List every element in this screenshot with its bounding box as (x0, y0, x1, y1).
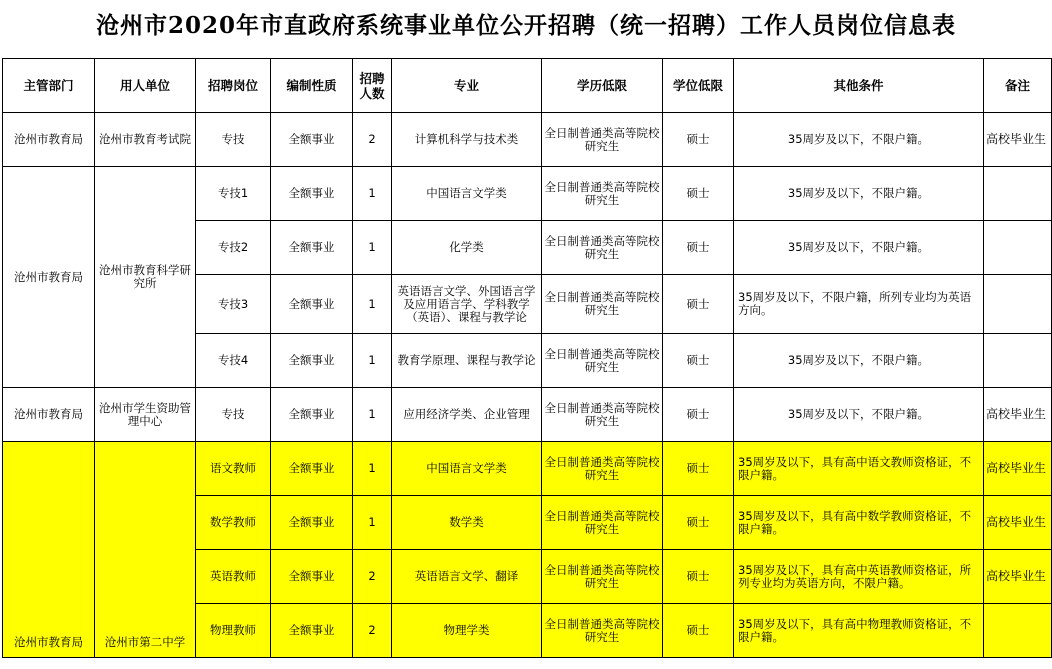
cell-major: 数学类 (392, 496, 542, 550)
cell-other: 35周岁及以下，不限户籍。 (734, 113, 984, 167)
cell-count: 2 (353, 550, 392, 604)
page-title: 沧州市2020年市直政府系统事业单位公开招聘（统一招聘）工作人员岗位信息表 (95, 12, 956, 39)
header-row (3, 59, 1052, 113)
cell-count: 1 (353, 388, 392, 442)
cell-nature: 全额事业 (271, 496, 353, 550)
cell-other: 35周岁及以下，具有高中语文教师资格证，不限户籍。 (734, 442, 984, 496)
cell-edu: 全日制普通类高等院校研究生 (542, 113, 663, 167)
header-nature: 编制性质 (271, 59, 353, 113)
cell-major: 英语语言文学、外国语言学及应用语言学、学科教学（英语）、课程与教学论 (392, 275, 542, 334)
cell-dept: 沧州市教育局 (3, 113, 95, 167)
table-row (3, 167, 1052, 221)
cell-unit: 沧州市学生资助管理中心 (95, 388, 196, 442)
cell-post: 语文教师 (196, 442, 271, 496)
cell-other: 35周岁及以下，具有高中英语教师资格证，所列专业均为英语方向，不限户籍。 (734, 550, 984, 604)
cell-note (984, 167, 1052, 221)
cell-major: 中国语言文学类 (392, 442, 542, 496)
cell-other: 35周岁及以下，不限户籍。 (734, 167, 984, 221)
cell-unit: 沧州市教育科学研究所 (95, 167, 196, 388)
cell-nature: 全额事业 (271, 604, 353, 658)
cell-other: 35周岁及以下，具有高中物理教师资格证，不限户籍。 (734, 604, 984, 658)
header-dept: 主管部门 (3, 59, 95, 113)
cell-major: 应用经济学类、企业管理 (392, 388, 542, 442)
cell-degree: 硕士 (663, 167, 734, 221)
header-post: 招聘岗位 (196, 59, 271, 113)
cell-major: 物理学类 (392, 604, 542, 658)
cell-degree: 硕士 (663, 442, 734, 496)
cell-nature: 全额事业 (271, 550, 353, 604)
cell-count: 2 (353, 604, 392, 658)
cell-count: 1 (353, 496, 392, 550)
cell-post: 专技 (196, 388, 271, 442)
cell-post: 专技3 (196, 275, 271, 334)
cell-unit: 沧州市第二中学 (95, 442, 196, 658)
cell-note (984, 221, 1052, 275)
cell-note: 高校毕业生 (984, 550, 1052, 604)
cell-degree: 硕士 (663, 334, 734, 388)
cell-degree: 硕士 (663, 550, 734, 604)
cell-major: 中国语言文学类 (392, 167, 542, 221)
cell-post: 专技2 (196, 221, 271, 275)
cell-nature: 全额事业 (271, 442, 353, 496)
cell-other: 35周岁及以下，具有高中数学教师资格证，不限户籍。 (734, 496, 984, 550)
cell-note (984, 334, 1052, 388)
cell-edu: 全日制普通类高等院校研究生 (542, 167, 663, 221)
table-row (3, 113, 1052, 167)
cell-post: 物理教师 (196, 604, 271, 658)
cell-degree: 硕士 (663, 113, 734, 167)
cell-dept: 沧州市教育局 (3, 167, 95, 388)
cell-other: 35周岁及以下，不限户籍。 (734, 388, 984, 442)
header-count: 招聘 人数 (353, 59, 392, 113)
cell-nature: 全额事业 (271, 334, 353, 388)
cell-note: 高校毕业生 (984, 388, 1052, 442)
cell-nature: 全额事业 (271, 275, 353, 334)
cell-other: 35周岁及以下，不限户籍，所列专业均为英语方向。 (734, 275, 984, 334)
cell-post: 专技 (196, 113, 271, 167)
cell-major: 教育学原理、课程与教学论 (392, 334, 542, 388)
cell-edu: 全日制普通类高等院校研究生 (542, 334, 663, 388)
cell-edu: 全日制普通类高等院校研究生 (542, 388, 663, 442)
cell-nature: 全额事业 (271, 113, 353, 167)
cell-other: 35周岁及以下，不限户籍。 (734, 334, 984, 388)
header-degree: 学位低限 (663, 59, 734, 113)
cell-other: 35周岁及以下，不限户籍。 (734, 221, 984, 275)
cell-dept: 沧州市教育局 (3, 442, 95, 658)
cell-edu: 全日制普通类高等院校研究生 (542, 550, 663, 604)
cell-unit: 沧州市教育考试院 (95, 113, 196, 167)
header-unit: 用人单位 (95, 59, 196, 113)
cell-nature: 全额事业 (271, 221, 353, 275)
cell-note: 高校毕业生 (984, 113, 1052, 167)
cell-count: 1 (353, 275, 392, 334)
header-edu: 学历低限 (542, 59, 663, 113)
cell-count: 1 (353, 334, 392, 388)
cell-post: 专技4 (196, 334, 271, 388)
cell-degree: 硕士 (663, 496, 734, 550)
cell-post: 英语教师 (196, 550, 271, 604)
cell-nature: 全额事业 (271, 167, 353, 221)
cell-degree: 硕士 (663, 221, 734, 275)
cell-edu: 全日制普通类高等院校研究生 (542, 221, 663, 275)
cell-degree: 硕士 (663, 388, 734, 442)
cell-degree: 硕士 (663, 275, 734, 334)
cell-dept: 沧州市教育局 (3, 388, 95, 442)
job-table (2, 58, 1052, 658)
cell-post: 专技1 (196, 167, 271, 221)
cell-post: 数学教师 (196, 496, 271, 550)
cell-degree: 硕士 (663, 604, 734, 658)
cell-count: 1 (353, 442, 392, 496)
cell-count: 1 (353, 221, 392, 275)
cell-edu: 全日制普通类高等院校研究生 (542, 604, 663, 658)
cell-note: 高校毕业生 (984, 442, 1052, 496)
cell-major: 化学类 (392, 221, 542, 275)
cell-edu: 全日制普通类高等院校研究生 (542, 442, 663, 496)
cell-major: 英语语言文学、翻译 (392, 550, 542, 604)
cell-note (984, 604, 1052, 658)
cell-note: 高校毕业生 (984, 496, 1052, 550)
header-note: 备注 (984, 59, 1052, 113)
header-major: 专业 (392, 59, 542, 113)
cell-edu: 全日制普通类高等院校研究生 (542, 275, 663, 334)
cell-count: 1 (353, 167, 392, 221)
cell-major: 计算机科学与技术类 (392, 113, 542, 167)
cell-count: 2 (353, 113, 392, 167)
table-row (3, 442, 1052, 496)
header-other: 其他条件 (734, 59, 984, 113)
cell-note (984, 275, 1052, 334)
table-row (3, 388, 1052, 442)
cell-edu: 全日制普通类高等院校研究生 (542, 496, 663, 550)
cell-nature: 全额事业 (271, 388, 353, 442)
